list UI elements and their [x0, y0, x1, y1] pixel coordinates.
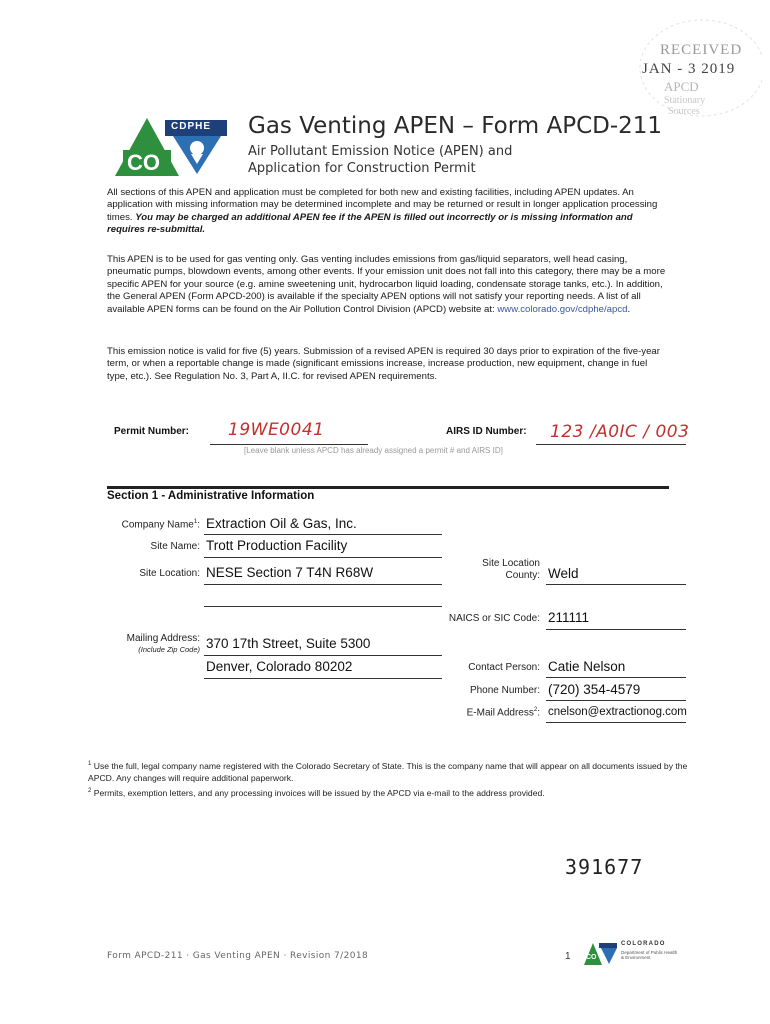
footnote-1-marker: 1 [88, 761, 92, 767]
phone-number-label: Phone Number: [469, 685, 540, 696]
phone-number-field[interactable]: (720) 354-4579 [548, 682, 641, 697]
company-name-underline [204, 534, 442, 535]
page-subtitle [248, 143, 512, 177]
permit-number-label: Permit Number: [114, 426, 190, 437]
site-location-underline [204, 584, 442, 585]
site-name-label: Site Name: [150, 541, 200, 552]
page-number: 1 [565, 951, 571, 962]
footnote-2-marker: 2 [88, 788, 92, 794]
county-underline [546, 584, 686, 585]
footnote-2 [88, 785, 688, 799]
airs-id-label: AIRS ID Number: [446, 426, 527, 437]
page-title: Gas Venting APEN – Form APCD-211 [248, 113, 663, 139]
email-label-text: E-Mail Address [466, 707, 534, 719]
mailing-address-hint: (Include Zip Code) [138, 645, 200, 654]
email-underline [546, 722, 686, 723]
mailing-address-line-1[interactable]: 370 17th Street, Suite 5300 [206, 636, 371, 651]
footer-logo-graphic [583, 940, 619, 966]
naics-field[interactable]: 211111 [548, 610, 590, 625]
intro-p1-italic: You may be charged an additional APEN fee if the APEN is filled out incorrectly or is missing information and requires re-submittal. [107, 211, 633, 236]
stamp-received: RECEIVED [660, 42, 743, 58]
cdphe-logo [113, 112, 233, 180]
site-location-underline-2 [204, 606, 442, 607]
footer-colorado-logo [583, 940, 683, 966]
naics-underline [546, 629, 686, 630]
site-name-field[interactable]: Trott Production Facility [206, 538, 348, 553]
county-label [460, 558, 540, 582]
mailing-address-label [100, 633, 200, 655]
site-name-underline [204, 557, 442, 558]
intro-paragraph-3: This emission notice is valid for five (5) years. Submission of a revised APEN is required 30 days prior to expiration of the five-year term, or when a reportable change is made (significant emissions increase, increase production, new equipment, change in fuel type, etc.). See Regulation No. 3, Part A, II.C. for revised APEN requirements. [107, 346, 660, 382]
section-1-title: Section 1 - Administrative Information [107, 490, 315, 502]
footnote-2-text: Permits, exemption letters, and any processing invoices will be issued by the APCD via e-mail to the address provided. [93, 787, 545, 798]
footer-logo-co: CO [586, 954, 597, 961]
contact-person-underline [546, 677, 686, 678]
email-label: E-Mail Address$^2$: [466, 707, 540, 719]
intro-p1-text: All sections of this APEN and application must be completed for both new and existing facilities, including APEN updates. An application with missing information may be determined incomplete and may be returned or result in longer application processing times. [107, 187, 658, 223]
site-location-field[interactable]: NESE Section 7 T4N R68W [206, 565, 374, 580]
company-name-label: Company Name$^1$: [121, 519, 200, 531]
document-number: 391677 [565, 855, 644, 879]
company-name-field[interactable]: Extraction Oil & Gas, Inc. [206, 516, 357, 531]
airs-id-value[interactable]: 123 /A0IC / 003 [550, 422, 690, 442]
phone-number-underline [546, 700, 686, 701]
permit-number-value[interactable]: 19WE0041 [228, 420, 325, 440]
permit-hint: [Leave blank unless APCD has already assigned a permit # and AIRS ID] [244, 446, 503, 455]
stamp-date: JAN - 3 2019 [642, 61, 736, 77]
footnote-1-text: Use the full, legal company name registered with the Colorado Secretary of State. This is the company name that will appear on all documents issued by the APCD. Any changes will require additional paperwork. [88, 760, 688, 784]
mailing-address-line-2[interactable]: Denver, Colorado 80202 [206, 659, 353, 674]
county-label-line-2: County: [505, 570, 540, 581]
intro-paragraph-1 [107, 187, 669, 237]
footnote-1 [88, 758, 688, 785]
footer-logo-department: Department of Public Health & Environment [621, 950, 678, 960]
contact-person-field[interactable]: Catie Nelson [548, 659, 626, 674]
email-footnote-ref: 2 [533, 707, 538, 713]
received-stamp [612, 18, 762, 118]
mailing-line-2-underline [204, 678, 442, 679]
permit-number-underline [210, 444, 368, 445]
mailing-address-label-text: Mailing Address: [126, 633, 200, 644]
footer-form-text: Form APCD-211 · Gas Venting APEN · Revision 7/2018 [107, 951, 369, 961]
intro-paragraph-2: This APEN is to be used for gas venting only. Gas venting includes emissions from gas/liquid separators, well head casing, pneumatic pumps, blowdown events, among other events. If your emission unit does not fall into this category, there may be a more specific APEN for your source (e.g. amine sweetening unit, hydrocarbon liquid loading, condensate storage tanks, etc.). In addition, the General APEN (Form APCD-200) is available if the specialty APEN options will not satisfy your reporting needs. A list of all available APEN forms can be found on the Air Pollution Control Division (APCD) website at: www.colorado.gov/cdphe/apcd. [107, 254, 666, 315]
email-field[interactable]: cnelson@extractionog.com [548, 706, 687, 718]
contact-person-label: Contact Person: [468, 662, 540, 673]
logo-co-text: CO [127, 150, 160, 175]
subtitle-line-1: Air Pollutant Emission Notice (APEN) and [248, 144, 513, 159]
naics-label: NAICS or SIC Code: [448, 613, 540, 624]
subtitle-line-2: Application for Construction Permit [248, 161, 476, 176]
logo-cdphe-text: CDPHE [171, 121, 212, 132]
stamp-apcd: APCD [664, 79, 699, 94]
county-field[interactable]: Weld [548, 566, 579, 581]
site-location-label: Site Location: [139, 568, 200, 579]
apcd-website-link[interactable]: www.colorado.gov/cdphe/apcd [497, 303, 628, 315]
county-label-line-1: Site Location [482, 558, 540, 569]
footer-logo-name: COLORADO [621, 941, 666, 947]
airs-id-underline [536, 444, 686, 445]
stamp-line-sources: Sources [668, 106, 700, 117]
intro-p2-text: This APEN is to be used for gas venting only. Gas venting includes emissions from gas/liquid separators, well head casing, pneumatic pumps, blowdown events, among other events. If your emission unit does not fall into this category, there may be a more specific APEN for your source (e.g. amine sweetening unit, hydrocarbon liquid loading, condensate storage tanks, etc.). In addition, the General APEN (Form APCD-200) is available if the specialty APEN options will not satisfy your reporting needs. A list of all available APEN forms can be found on the Air Pollution Control Division (APCD) website at: [107, 254, 666, 315]
company-name-footnote-ref: 1 [193, 519, 198, 525]
mailing-line-1-underline [204, 655, 442, 656]
section-divider [107, 486, 669, 489]
company-name-label-text: Company Name [121, 519, 194, 531]
stamp-line-stationary: Stationary [664, 95, 706, 106]
